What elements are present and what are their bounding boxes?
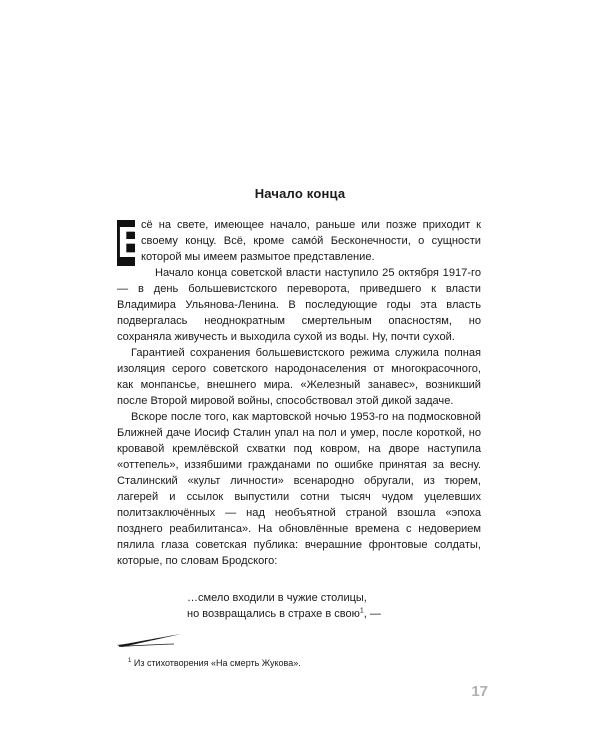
chapter-title: Начало конца: [254, 186, 346, 201]
paragraph-3: Гарантией сохранения большевистского режима служила полная изоляция серого советского народонаселения от многокрасочного, как монпансье, внешнего мира. «Железный занавес», возникший после Второй мировой войны, способствовал этой дикой задаче.: [117, 347, 481, 407]
footnote-text: Из стихотворения «На смерть Жукова».: [131, 658, 301, 668]
drop-cap: В: [117, 218, 149, 267]
verse-quote: [187, 590, 447, 622]
verse-line-2: [187, 606, 447, 622]
chapter-body: [117, 217, 481, 569]
page-number: 17: [471, 683, 488, 700]
footnote-divider-ornament: [116, 632, 182, 648]
paragraph-1-text: сё на свете, имеющее начало, раньше или позже приходит к своему концу. Всё, кроме самóй Бесконечности, о сущности которой мы имеем размытое представление.: [141, 219, 481, 263]
footnote: [128, 657, 301, 669]
footnote-mark: 1: [128, 658, 132, 664]
paragraph-4: Вскоре после того, как мартовской ночью 1953-го на подмосковной Ближней даче Иосиф Сталин упал на пол и умер, после короткой, но кровавой кремлёвской схватки под ковром, на дворе наступила «оттепель», иззябшими гражданами по ошибке принятая за весну. Сталинский «культ личности» всенародно обругали, из тюрем, лагерей и ссылок выпустили сотни тысяч чудом уцелевших политзаключённых — над необъятной страной взошла «эпоха позднего реабилитанса». На обновлённые времена с недоверием пялила глаза советская публика: вчерашние фронтовые солдаты, которые, по словам Бродского:: [117, 411, 481, 567]
verse-line-2-text: но возвращались в страхе в свою: [187, 608, 360, 620]
paragraph-2: Начало конца советской власти наступило 25 октября 1917-го — в день большевистского переворота, приведшего к власти Владимира Ульянова-Ленина. В последующие годы эта власть подвергалась неоднократным смертельным опасностям, но сохраняла живучесть и выходила сухой из воды. Ну, почти сухой.: [117, 267, 481, 343]
paragraph-1: [117, 217, 481, 265]
footnote-reference[interactable]: 1: [359, 607, 364, 615]
verse-line-2-end: , —: [363, 608, 381, 620]
verse-line-1: …смело входили в чужие столицы,: [187, 592, 367, 604]
